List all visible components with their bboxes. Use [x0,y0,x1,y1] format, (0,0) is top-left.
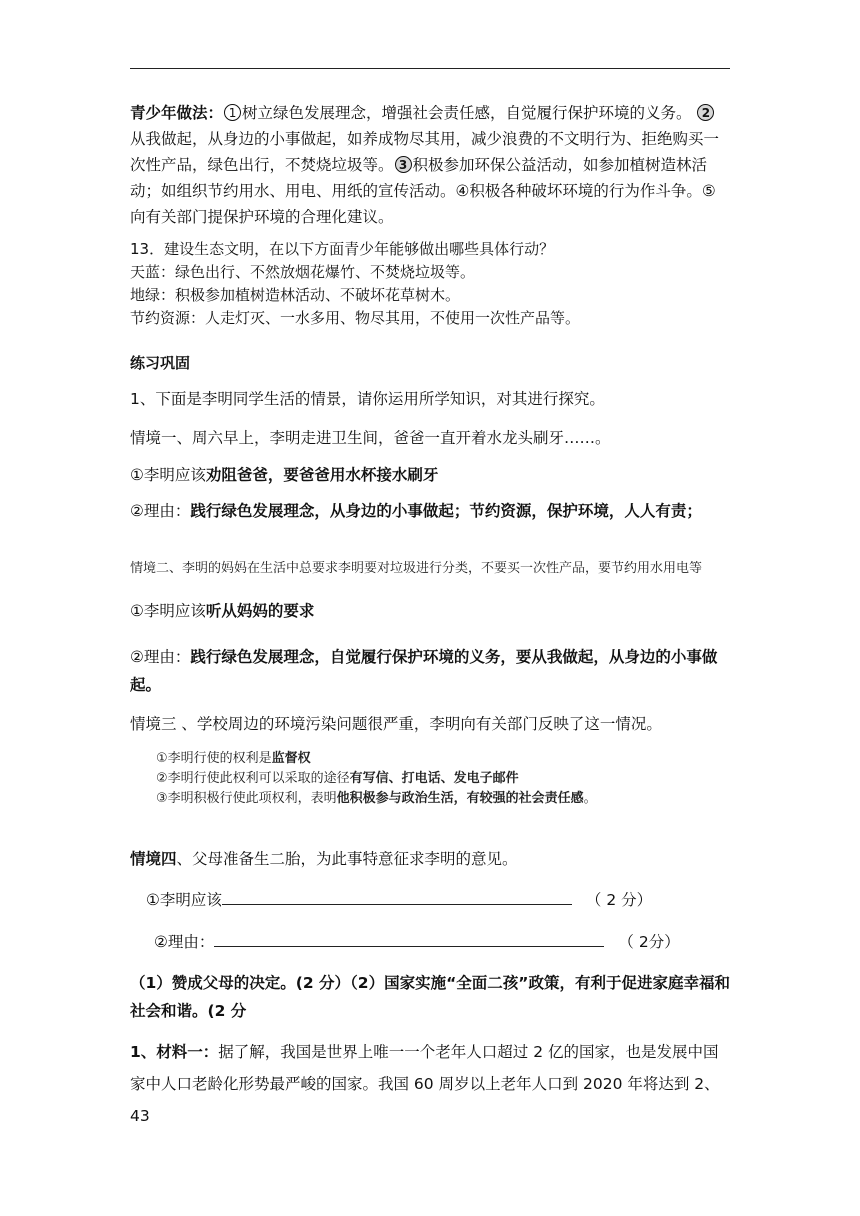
scenario-4-blank-1-label: ①李明应该 [146,891,222,909]
scenario-4-text [130,846,730,872]
material-1-paragraph [130,1036,730,1132]
scenario-2-answer-2-label: ②理由： [130,648,191,666]
scenario-1-answer-1-label: ①李明应该 [130,466,206,484]
scenario-1-answer-2 [130,498,730,524]
youth-action-1: 树立绿色发展理念，增强社会责任感，自觉履行保护环境的义务。 [242,104,692,122]
scenario-1-answer-1-value: 劝阻爸爸，要爸爸用水杯接水刷牙 [205,466,439,484]
material-1-text: 据了解，我国是世界上唯一一个老年人口超过 2 亿的国家，也是发展中国家中人口老龄化形势最严峻的国家。我国 60 周岁以上老年人口到 2020 年将达到 2、43 [130,1043,720,1125]
scenario-3-answer-1 [156,749,726,769]
scenario-1-answer-2-value: 践行绿色发展理念，从身边的小事做起；节约资源，保护环境，人人有责； [190,502,702,520]
scenario-4-blank-2-label: ②理由： [154,933,215,951]
answer-blank-line-2[interactable] [214,932,604,947]
scenario-3-text: 情境三 、学校周边的环境污染问题很严重，李明向有关部门反映了这一情况。 [130,715,662,733]
scenario-2-answer-1-value: 听从妈妈的要求 [205,602,315,620]
scenario-3-answer-3-value: 他积极参与政治生活，有较强的社会责任感 [336,791,584,806]
scenario-4-answer: （1）赞成父母的决定。(2 分）（2）国家实施“全面二孩”政策，有利于促进家庭幸福和社会和谐。(2 分 [130,974,730,1020]
scenario-3-answer-3-label: ③李明积极行使此项权利，表明 [156,791,337,806]
youth-actions-paragraph [130,100,730,230]
q13-answer-sky: 天蓝：绿色出行、不然放烟花爆竹、不焚烧垃圾等。 [130,263,476,281]
scenario-3-answer-2-label: ②李明行使此权利可以采取的途径 [156,771,350,786]
scenario-2-answer-1 [130,598,730,624]
question-13-text: 13．建设生态文明，在以下方面青少年能够做出哪些具体行动？ [130,240,555,258]
scenario-3-answer-3-end: 。 [583,791,597,806]
scenario-4-blank-1-points: （ 2 分） [585,891,653,909]
scenario-3-answer-2 [156,769,726,789]
scenario-3-answer-2-value: 有写信、打电话、发电子邮件 [349,771,519,786]
scenario-3-answer-1-value: 监督权 [271,751,311,766]
scenario-1-answer-1 [130,462,730,488]
circled-number-2: 2 [697,104,714,121]
q13-answer-resources: 节约资源：人走灯灭、一水多用、物尽其用，不使用一次性产品等。 [130,309,581,327]
practice-intro: 1、下面是李明同学生活的情景，请你运用所学知识，对其进行探究。 [130,390,605,408]
scenario-3-answer-1-label: ①李明行使的权利是 [156,751,272,766]
scenario-4-label: 情境四 [130,850,177,868]
scenario-4-description: 、父母准备生二胎，为此事特意征求李明的意见。 [176,850,518,868]
youth-actions-heading: 青少年做法： [130,104,224,122]
scenario-2-text: 情境二、李明的妈妈在生活中总要求李明要对垃圾进行分类，不要买一次性产品，要节约用水用电等 [130,561,703,576]
q13-answer-land: 地绿：积极参加植树造林活动、不破坏花草树木。 [130,286,461,304]
scenario-3-answers [156,749,726,809]
circled-number-3: 3 [395,156,412,173]
scenario-4-blank-2 [154,929,730,955]
scenario-4-blank-1 [146,887,730,913]
youth-action-2: 从我做起，从身边的小事做起，如养成物尽其用，减少浪费的不文明行为、拒绝购买一次性产品，绿色出行，不焚烧垃圾等。 [130,130,720,174]
practice-title: 练习巩固 [130,354,191,372]
scenario-3-answer-3 [156,789,726,809]
scenario-1-answer-2-label: ②理由： [130,502,191,520]
circled-number-1: 1 [224,104,241,121]
scenario-1-text: 情境一、周六早上，李明走进卫生间，爸爸一直开着水龙头刷牙……。 [130,429,611,447]
question-13-block [130,238,730,330]
material-1-label: 1、材料一： [130,1043,219,1061]
scenario-2-answer-2-value: 践行绿色发展理念，自觉履行保护环境的义务，要从我做起，从身边的小事做起。 [130,648,718,694]
header-rule [130,68,730,69]
youth-action-3: 积极参加环保公益活动，如参加植树造林活动；如组织节约用水、用电、用纸的宣传活动。④积极各种破坏环境的行为作斗争。⑤向有关部门提保护环境的合理化建议。 [130,156,716,226]
scenario-4-blank-2-points: （ 2分） [618,933,680,951]
answer-blank-line-1[interactable] [222,890,572,905]
scenario-2-answer-1-label: ①李明应该 [130,602,206,620]
scenario-2-answer-2 [130,643,730,699]
